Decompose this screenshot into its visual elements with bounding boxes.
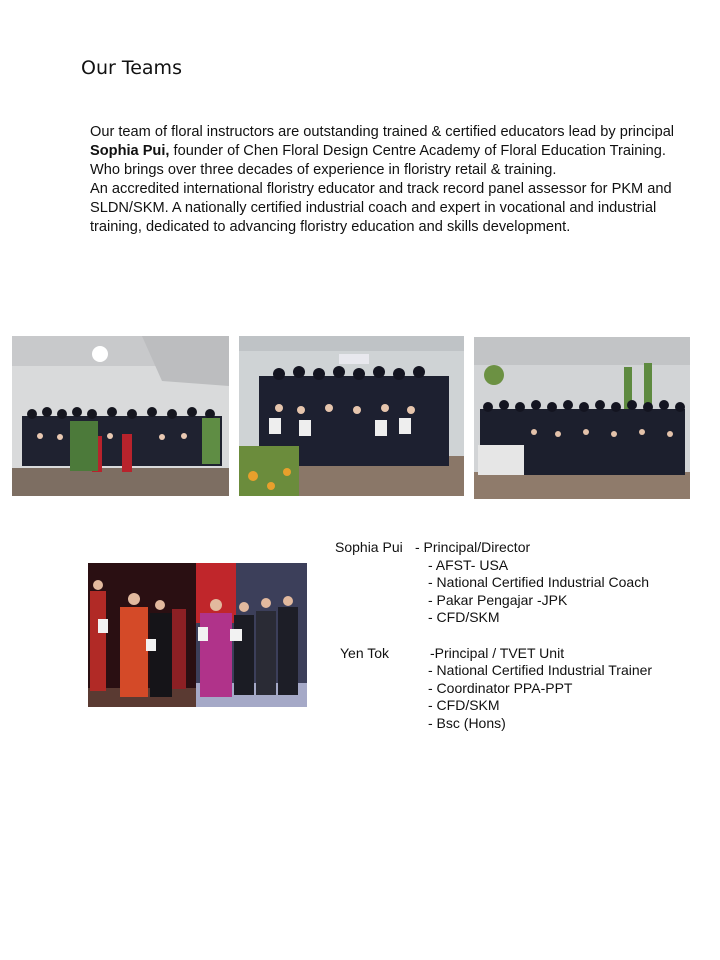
graduation-group-photo-3 <box>474 337 690 499</box>
team-member-line <box>335 697 715 715</box>
team-member-name: Sophia Pui <box>335 539 403 555</box>
team-member-line <box>335 557 715 575</box>
team-member-role: - Bsc (Hons) <box>428 714 506 731</box>
intro-paragraph-1 <box>90 123 680 180</box>
intro-text <box>90 123 680 237</box>
team-member-role: - Principal/Director <box>415 539 531 555</box>
principal-name: Sophia Pui, <box>90 143 170 159</box>
team-member-line <box>335 592 715 610</box>
team-member-role: - Coordinator PPA-PPT <box>428 679 573 696</box>
award-ceremony-photo <box>88 563 307 707</box>
team-member-name: Yen Tok <box>340 644 390 661</box>
team-member-role: -Principal / TVET Unit <box>430 644 565 661</box>
team-member-line <box>335 662 715 680</box>
team-member-role: - AFST- USA <box>428 556 509 573</box>
team-member-line <box>335 680 715 698</box>
team-member-line <box>335 715 715 733</box>
page-title: Our Teams <box>81 57 182 79</box>
intro-paragraph-2: An accredited international floristry educator and track record panel assessor for PKM and SLDN/SKM. A nationally certified industrial coach and expert in vocational and industrial training, dedicated to advancing floristry education and skills development. <box>90 181 672 235</box>
graduation-group-photo-2 <box>239 336 464 496</box>
team-member-line <box>335 539 715 557</box>
team-member-role: - National Certified Industrial Trainer <box>428 662 653 679</box>
intro-text-part2: founder of Chen Floral Design Centre Academy of Floral Education Training. Who brings over three decades of experience in floristry retail & training. <box>90 143 666 178</box>
team-member-line <box>335 574 715 592</box>
team-credits <box>335 539 715 733</box>
team-member-role: - CFD/SKM <box>428 697 500 714</box>
team-member-line <box>335 645 715 663</box>
team-member-line <box>335 609 715 627</box>
intro-text-part1: Our team of floral instructors are outstanding trained & certified educators lead by principal <box>90 124 675 140</box>
team-member-role: - Pakar Pengajar -JPK <box>428 591 568 608</box>
graduation-group-photo-1 <box>12 336 229 496</box>
team-member-role: - CFD/SKM <box>428 609 500 626</box>
team-member-role: - National Certified Industrial Coach <box>428 574 649 591</box>
spacer <box>335 627 715 645</box>
